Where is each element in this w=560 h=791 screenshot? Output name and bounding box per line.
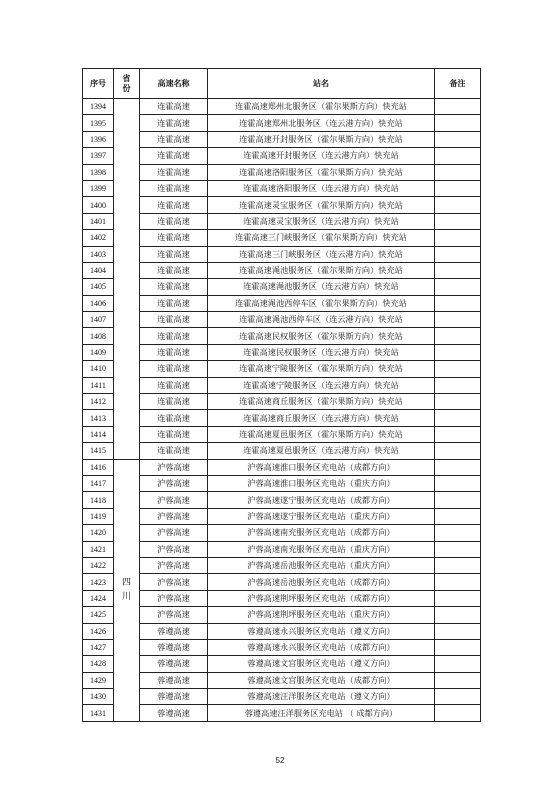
cell-seq: 1402 bbox=[83, 230, 114, 246]
cell-seq: 1409 bbox=[83, 344, 114, 360]
cell-station: 沪蓉高速遂宁服务区充电站（成都方向） bbox=[208, 492, 435, 508]
table-row bbox=[83, 541, 481, 557]
cell-remark bbox=[435, 148, 481, 164]
cell-highway: 连霍高速 bbox=[140, 410, 208, 426]
cell-highway: 连霍高速 bbox=[140, 361, 208, 377]
cell-highway: 连霍高速 bbox=[140, 262, 208, 278]
cell-seq: 1410 bbox=[83, 361, 114, 377]
table-row bbox=[83, 492, 481, 508]
table-row bbox=[83, 639, 481, 655]
cell-highway: 连霍高速 bbox=[140, 443, 208, 459]
table-row bbox=[83, 574, 481, 590]
cell-highway: 蓉遵高速 bbox=[140, 623, 208, 639]
cell-highway: 蓉遵高速 bbox=[140, 689, 208, 705]
cell-highway: 连霍高速 bbox=[140, 197, 208, 213]
cell-station: 连霍高速郑州北服务区（连云港方向）快充站 bbox=[208, 115, 435, 131]
cell-seq: 1396 bbox=[83, 131, 114, 147]
header-seq: 序号 bbox=[83, 69, 114, 99]
cell-highway: 沪蓉高速 bbox=[140, 492, 208, 508]
cell-station: 蓉遵高速文宫服务区充电站（成都方向） bbox=[208, 672, 435, 688]
cell-station: 连霍高速灵宝服务区（霍尔果斯方向）快充站 bbox=[208, 197, 435, 213]
header-province: 省 份 bbox=[114, 69, 140, 99]
cell-station: 沪蓉高速岳池服务区充电站（重庆方向） bbox=[208, 557, 435, 573]
table-row bbox=[83, 312, 481, 328]
cell-seq: 1427 bbox=[83, 639, 114, 655]
table-row bbox=[83, 344, 481, 360]
cell-station: 连霍高速洛阳服务区（霍尔果斯方向）快充站 bbox=[208, 164, 435, 180]
cell-seq: 1417 bbox=[83, 475, 114, 491]
table-row bbox=[83, 590, 481, 606]
cell-seq: 1418 bbox=[83, 492, 114, 508]
cell-remark bbox=[435, 459, 481, 475]
cell-seq: 1404 bbox=[83, 262, 114, 278]
table-row bbox=[83, 672, 481, 688]
cell-highway: 连霍高速 bbox=[140, 328, 208, 344]
cell-province: 四 川 bbox=[114, 459, 140, 721]
header-highway: 高速名称 bbox=[140, 69, 208, 99]
table-row bbox=[83, 525, 481, 541]
table-row bbox=[83, 164, 481, 180]
cell-station: 连霍高速夏邑服务区（霍尔果斯方向）快充站 bbox=[208, 426, 435, 442]
cell-station: 沪蓉高速岳池服务区充电站（成都方向） bbox=[208, 574, 435, 590]
cell-seq: 1399 bbox=[83, 180, 114, 196]
cell-seq: 1398 bbox=[83, 164, 114, 180]
cell-highway: 连霍高速 bbox=[140, 246, 208, 262]
table-row bbox=[83, 459, 481, 475]
cell-remark bbox=[435, 689, 481, 705]
cell-station: 连霍高速郑州北服务区（霍尔果斯方向）快充站 bbox=[208, 99, 435, 115]
header-remark: 备注 bbox=[435, 69, 481, 99]
cell-station: 连霍高速商丘服务区（霍尔果斯方向）快充站 bbox=[208, 394, 435, 410]
cell-station: 连霍高速宁陵服务区（霍尔果斯方向）快充站 bbox=[208, 361, 435, 377]
table-header-row bbox=[83, 69, 481, 99]
cell-station: 连霍高速开封服务区（连云港方向）快充站 bbox=[208, 148, 435, 164]
cell-station: 沪蓉高速南充服务区充电站（成都方向） bbox=[208, 525, 435, 541]
table-row bbox=[83, 377, 481, 393]
cell-remark bbox=[435, 213, 481, 229]
table-row bbox=[83, 689, 481, 705]
cell-station: 沪蓉高速荆坪服务区充电站（成都方向） bbox=[208, 590, 435, 606]
table-row bbox=[83, 705, 481, 721]
table-row bbox=[83, 426, 481, 442]
cell-highway: 蓉遵高速 bbox=[140, 656, 208, 672]
cell-seq: 1419 bbox=[83, 508, 114, 524]
cell-remark bbox=[435, 197, 481, 213]
cell-seq: 1423 bbox=[83, 574, 114, 590]
cell-remark bbox=[435, 590, 481, 606]
cell-seq: 1413 bbox=[83, 410, 114, 426]
cell-highway: 连霍高速 bbox=[140, 180, 208, 196]
table-row bbox=[83, 99, 481, 115]
cell-remark bbox=[435, 295, 481, 311]
cell-remark bbox=[435, 508, 481, 524]
cell-highway: 沪蓉高速 bbox=[140, 525, 208, 541]
header-station: 站名 bbox=[208, 69, 435, 99]
cell-highway: 连霍高速 bbox=[140, 312, 208, 328]
table-row bbox=[83, 279, 481, 295]
cell-remark bbox=[435, 377, 481, 393]
cell-remark bbox=[435, 262, 481, 278]
cell-highway: 连霍高速 bbox=[140, 115, 208, 131]
table-row bbox=[83, 623, 481, 639]
cell-highway: 连霍高速 bbox=[140, 394, 208, 410]
cell-remark bbox=[435, 394, 481, 410]
cell-remark bbox=[435, 361, 481, 377]
cell-station: 连霍高速渑池西停车区（霍尔果斯方向）快充站 bbox=[208, 295, 435, 311]
cell-seq: 1414 bbox=[83, 426, 114, 442]
cell-remark bbox=[435, 475, 481, 491]
cell-highway: 连霍高速 bbox=[140, 230, 208, 246]
cell-seq: 1408 bbox=[83, 328, 114, 344]
cell-remark bbox=[435, 328, 481, 344]
cell-remark bbox=[435, 99, 481, 115]
table-row bbox=[83, 295, 481, 311]
cell-seq: 1431 bbox=[83, 705, 114, 721]
table-row bbox=[83, 475, 481, 491]
cell-highway: 连霍高速 bbox=[140, 99, 208, 115]
cell-station: 沪蓉高速南充服务区充电站（重庆方向） bbox=[208, 541, 435, 557]
table-row bbox=[83, 246, 481, 262]
table-row bbox=[83, 328, 481, 344]
cell-highway: 沪蓉高速 bbox=[140, 508, 208, 524]
cell-seq: 1400 bbox=[83, 197, 114, 213]
cell-remark bbox=[435, 180, 481, 196]
cell-seq: 1430 bbox=[83, 689, 114, 705]
cell-highway: 连霍高速 bbox=[140, 164, 208, 180]
table-row bbox=[83, 361, 481, 377]
cell-seq: 1429 bbox=[83, 672, 114, 688]
cell-highway: 连霍高速 bbox=[140, 295, 208, 311]
cell-province-blank bbox=[114, 99, 140, 460]
cell-seq: 1394 bbox=[83, 99, 114, 115]
cell-highway: 蓉遵高速 bbox=[140, 705, 208, 721]
cell-seq: 1395 bbox=[83, 115, 114, 131]
cell-remark bbox=[435, 164, 481, 180]
cell-station: 连霍高速灵宝服务区（连云港方向）快充站 bbox=[208, 213, 435, 229]
table-row bbox=[83, 656, 481, 672]
cell-seq: 1397 bbox=[83, 148, 114, 164]
cell-remark bbox=[435, 443, 481, 459]
cell-remark bbox=[435, 131, 481, 147]
cell-remark bbox=[435, 230, 481, 246]
table-row bbox=[83, 508, 481, 524]
cell-seq: 1424 bbox=[83, 590, 114, 606]
cell-remark bbox=[435, 656, 481, 672]
cell-highway: 连霍高速 bbox=[140, 148, 208, 164]
cell-seq: 1403 bbox=[83, 246, 114, 262]
cell-remark bbox=[435, 557, 481, 573]
cell-remark bbox=[435, 312, 481, 328]
cell-highway: 连霍高速 bbox=[140, 213, 208, 229]
station-table bbox=[82, 68, 481, 722]
table-row bbox=[83, 607, 481, 623]
cell-highway: 蓉遵高速 bbox=[140, 672, 208, 688]
cell-remark bbox=[435, 574, 481, 590]
cell-station: 连霍高速开封服务区（霍尔果斯方向）快充站 bbox=[208, 131, 435, 147]
table-body bbox=[83, 99, 481, 722]
cell-remark bbox=[435, 672, 481, 688]
cell-seq: 1428 bbox=[83, 656, 114, 672]
cell-station: 蓉遵高速永兴服务区充电站（遵义方向） bbox=[208, 623, 435, 639]
cell-highway: 连霍高速 bbox=[140, 377, 208, 393]
cell-remark bbox=[435, 639, 481, 655]
cell-highway: 沪蓉高速 bbox=[140, 459, 208, 475]
cell-station: 连霍高速民权服务区（连云港方向）快充站 bbox=[208, 344, 435, 360]
cell-seq: 1407 bbox=[83, 312, 114, 328]
cell-station: 连霍高速渑池服务区（霍尔果斯方向）快充站 bbox=[208, 262, 435, 278]
table-row bbox=[83, 394, 481, 410]
cell-highway: 连霍高速 bbox=[140, 426, 208, 442]
table-row bbox=[83, 230, 481, 246]
cell-station: 沪蓉高速荆坪服务区充电站（重庆方向） bbox=[208, 607, 435, 623]
cell-station: 沪蓉高速淮口服务区充电站（重庆方向） bbox=[208, 475, 435, 491]
cell-remark bbox=[435, 115, 481, 131]
cell-highway: 连霍高速 bbox=[140, 279, 208, 295]
cell-seq: 1412 bbox=[83, 394, 114, 410]
cell-seq: 1425 bbox=[83, 607, 114, 623]
cell-remark bbox=[435, 525, 481, 541]
table-row bbox=[83, 131, 481, 147]
cell-seq: 1415 bbox=[83, 443, 114, 459]
cell-station: 沪蓉高速淮口服务区充电站（成都方向） bbox=[208, 459, 435, 475]
cell-remark bbox=[435, 492, 481, 508]
cell-station: 连霍高速三门峡服务区（连云港方向）快充站 bbox=[208, 246, 435, 262]
cell-station: 蓉遵高速汪洋服务区充电站 （ 成都方向） bbox=[208, 705, 435, 721]
cell-highway: 沪蓉高速 bbox=[140, 475, 208, 491]
table-row bbox=[83, 262, 481, 278]
cell-station: 连霍高速民权服务区（霍尔果斯方向）快充站 bbox=[208, 328, 435, 344]
cell-highway: 沪蓉高速 bbox=[140, 541, 208, 557]
cell-highway: 连霍高速 bbox=[140, 131, 208, 147]
cell-remark bbox=[435, 279, 481, 295]
cell-station: 蓉遵高速汪洋服务区充电站（遵义方向） bbox=[208, 689, 435, 705]
cell-remark bbox=[435, 426, 481, 442]
cell-remark bbox=[435, 607, 481, 623]
table-row bbox=[83, 410, 481, 426]
cell-station: 蓉遵高速永兴服务区充电站（成都方向） bbox=[208, 639, 435, 655]
table-row bbox=[83, 148, 481, 164]
table-row bbox=[83, 180, 481, 196]
table-row bbox=[83, 197, 481, 213]
table-row bbox=[83, 213, 481, 229]
cell-station: 沪蓉高速遂宁服务区充电站（重庆方向） bbox=[208, 508, 435, 524]
cell-seq: 1405 bbox=[83, 279, 114, 295]
cell-station: 连霍高速三门峡服务区（霍尔果斯方向）快充站 bbox=[208, 230, 435, 246]
cell-station: 连霍高速夏邑服务区（连云港方向）快充站 bbox=[208, 443, 435, 459]
cell-seq: 1411 bbox=[83, 377, 114, 393]
table-row bbox=[83, 557, 481, 573]
cell-seq: 1401 bbox=[83, 213, 114, 229]
cell-station: 蓉遵高速文宫服务区充电站（遵义方向） bbox=[208, 656, 435, 672]
cell-seq: 1420 bbox=[83, 525, 114, 541]
cell-remark bbox=[435, 410, 481, 426]
cell-highway: 蓉遵高速 bbox=[140, 639, 208, 655]
cell-highway: 沪蓉高速 bbox=[140, 557, 208, 573]
cell-remark bbox=[435, 541, 481, 557]
cell-highway: 沪蓉高速 bbox=[140, 574, 208, 590]
table-row bbox=[83, 443, 481, 459]
cell-station: 连霍高速洛阳服务区（连云港方向）快充站 bbox=[208, 180, 435, 196]
cell-station: 连霍高速商丘服务区（连云港方向）快充站 bbox=[208, 410, 435, 426]
cell-remark bbox=[435, 344, 481, 360]
cell-station: 连霍高速渑池服务区（连云港方向）快充站 bbox=[208, 279, 435, 295]
cell-station: 连霍高速宁陵服务区（连云港方向）快充站 bbox=[208, 377, 435, 393]
cell-highway: 沪蓉高速 bbox=[140, 590, 208, 606]
cell-remark bbox=[435, 623, 481, 639]
cell-seq: 1406 bbox=[83, 295, 114, 311]
cell-remark bbox=[435, 705, 481, 721]
cell-seq: 1426 bbox=[83, 623, 114, 639]
cell-station: 连霍高速渑池西停车区（连云港方向）快充站 bbox=[208, 312, 435, 328]
cell-seq: 1416 bbox=[83, 459, 114, 475]
page-number: 52 bbox=[275, 756, 285, 765]
cell-remark bbox=[435, 246, 481, 262]
cell-seq: 1422 bbox=[83, 557, 114, 573]
cell-highway: 沪蓉高速 bbox=[140, 607, 208, 623]
cell-seq: 1421 bbox=[83, 541, 114, 557]
table-row bbox=[83, 115, 481, 131]
cell-highway: 连霍高速 bbox=[140, 344, 208, 360]
